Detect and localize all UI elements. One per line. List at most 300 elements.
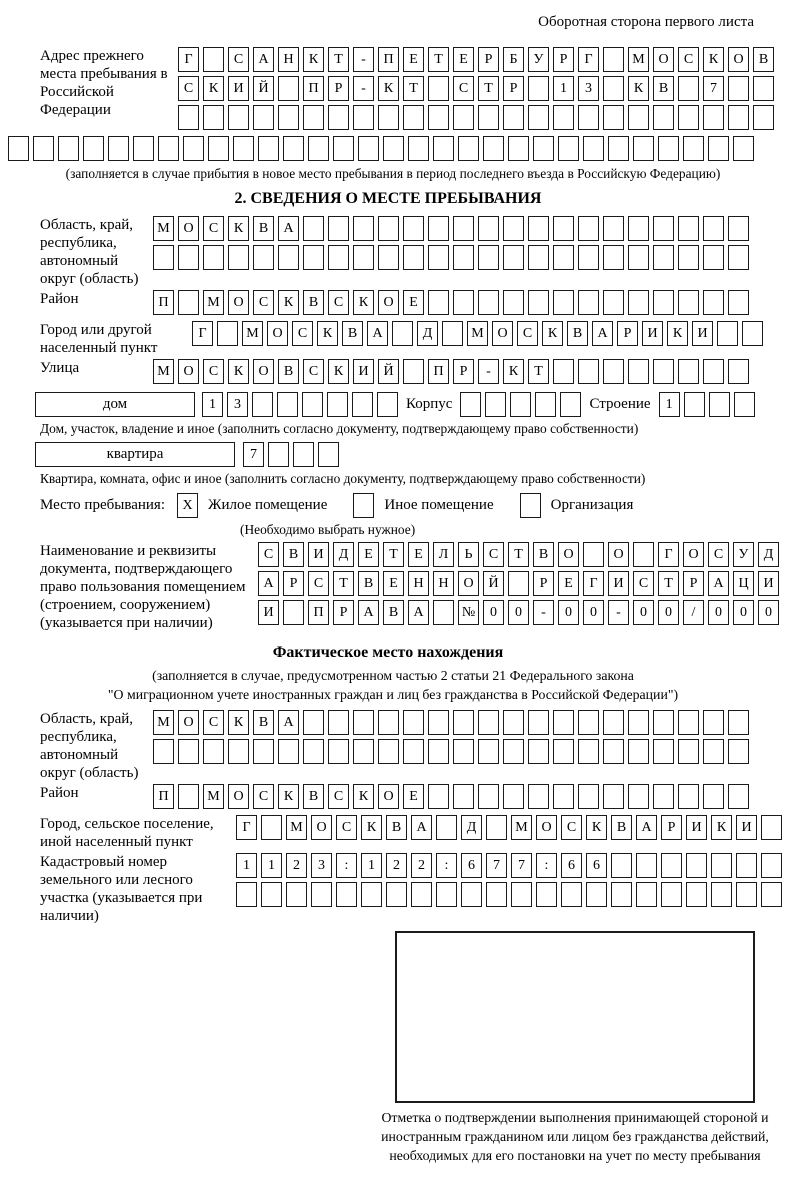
char-cell[interactable]	[703, 105, 724, 130]
char-cell[interactable]: М	[153, 359, 174, 384]
char-cell[interactable]	[528, 784, 549, 809]
char-cell[interactable]: О	[608, 542, 629, 567]
char-cell[interactable]	[761, 853, 782, 878]
char-cell[interactable]: Н	[278, 47, 299, 72]
char-cell[interactable]: -	[478, 359, 499, 384]
char-cell[interactable]: П	[153, 784, 174, 809]
char-cell[interactable]	[583, 136, 604, 161]
char-cell[interactable]	[408, 136, 429, 161]
char-cell[interactable]: Р	[328, 76, 349, 101]
char-cell[interactable]: П	[303, 76, 324, 101]
char-cell[interactable]: М	[467, 321, 488, 346]
char-cell[interactable]: О	[653, 47, 674, 72]
char-cell[interactable]	[553, 290, 574, 315]
char-cell[interactable]	[703, 710, 724, 735]
char-cell[interactable]: 0	[733, 600, 754, 625]
char-cell[interactable]	[653, 245, 674, 270]
char-cell[interactable]	[328, 105, 349, 130]
char-cell[interactable]	[258, 136, 279, 161]
char-cell[interactable]: Й	[253, 76, 274, 101]
char-cell[interactable]	[603, 359, 624, 384]
char-cell[interactable]: М	[203, 290, 224, 315]
char-cell[interactable]	[302, 392, 323, 417]
char-cell[interactable]: В	[383, 600, 404, 625]
char-cell[interactable]: О	[178, 359, 199, 384]
char-cell[interactable]	[278, 245, 299, 270]
char-cell[interactable]	[503, 216, 524, 241]
char-cell[interactable]	[377, 392, 398, 417]
char-cell[interactable]	[736, 853, 757, 878]
char-cell[interactable]: С	[253, 784, 274, 809]
char-cell[interactable]: №	[458, 600, 479, 625]
char-cell[interactable]	[278, 105, 299, 130]
char-cell[interactable]: С	[328, 784, 349, 809]
char-cell[interactable]	[253, 739, 274, 764]
char-cell[interactable]: В	[358, 571, 379, 596]
char-cell[interactable]	[453, 784, 474, 809]
char-cell[interactable]	[703, 359, 724, 384]
char-cell[interactable]: В	[303, 290, 324, 315]
char-cell[interactable]	[653, 710, 674, 735]
char-cell[interactable]	[108, 136, 129, 161]
char-cell[interactable]	[503, 105, 524, 130]
char-cell[interactable]: А	[258, 571, 279, 596]
char-cell[interactable]	[686, 882, 707, 907]
char-cell[interactable]: Е	[383, 571, 404, 596]
char-cell[interactable]: Л	[433, 542, 454, 567]
char-cell[interactable]: К	[353, 784, 374, 809]
char-cell[interactable]: В	[283, 542, 304, 567]
char-cell[interactable]: 7	[703, 76, 724, 101]
char-cell[interactable]: И	[308, 542, 329, 567]
char-cell[interactable]	[353, 216, 374, 241]
char-cell[interactable]	[428, 739, 449, 764]
char-cell[interactable]: В	[611, 815, 632, 840]
char-cell[interactable]	[486, 815, 507, 840]
char-cell[interactable]: М	[242, 321, 263, 346]
char-cell[interactable]: О	[228, 784, 249, 809]
char-cell[interactable]	[728, 290, 749, 315]
char-cell[interactable]	[503, 710, 524, 735]
char-cell[interactable]	[678, 105, 699, 130]
char-cell[interactable]	[453, 739, 474, 764]
char-cell[interactable]	[653, 784, 674, 809]
char-cell[interactable]	[328, 710, 349, 735]
char-cell[interactable]	[386, 882, 407, 907]
char-cell[interactable]	[703, 739, 724, 764]
char-cell[interactable]: Е	[408, 542, 429, 567]
char-cell[interactable]: Е	[403, 47, 424, 72]
char-cell[interactable]: Г	[192, 321, 213, 346]
char-cell[interactable]: О	[378, 784, 399, 809]
char-cell[interactable]: Д	[333, 542, 354, 567]
char-cell[interactable]	[458, 136, 479, 161]
char-cell[interactable]: А	[592, 321, 613, 346]
char-cell[interactable]	[403, 105, 424, 130]
char-cell[interactable]	[678, 245, 699, 270]
char-cell[interactable]	[58, 136, 79, 161]
char-cell[interactable]: Р	[503, 76, 524, 101]
char-cell[interactable]: О	[378, 290, 399, 315]
char-cell[interactable]: К	[353, 290, 374, 315]
char-cell[interactable]	[308, 136, 329, 161]
char-cell[interactable]: А	[253, 47, 274, 72]
char-cell[interactable]: К	[586, 815, 607, 840]
char-cell[interactable]	[628, 105, 649, 130]
char-cell[interactable]	[433, 136, 454, 161]
char-cell[interactable]: Е	[453, 47, 474, 72]
char-cell[interactable]: К	[542, 321, 563, 346]
char-cell[interactable]	[478, 739, 499, 764]
char-cell[interactable]	[586, 882, 607, 907]
char-cell[interactable]: 7	[243, 442, 264, 467]
char-cell[interactable]: С	[258, 542, 279, 567]
char-cell[interactable]	[535, 392, 556, 417]
char-cell[interactable]	[453, 710, 474, 735]
char-cell[interactable]	[603, 105, 624, 130]
char-cell[interactable]	[478, 105, 499, 130]
char-cell[interactable]	[228, 105, 249, 130]
char-cell[interactable]	[653, 216, 674, 241]
char-cell[interactable]	[558, 136, 579, 161]
char-cell[interactable]	[278, 76, 299, 101]
char-cell[interactable]: И	[758, 571, 779, 596]
char-cell[interactable]: Т	[403, 76, 424, 101]
char-cell[interactable]: В	[753, 47, 774, 72]
char-cell[interactable]	[733, 136, 754, 161]
char-cell[interactable]: И	[736, 815, 757, 840]
char-cell[interactable]	[228, 739, 249, 764]
char-cell[interactable]	[203, 245, 224, 270]
char-cell[interactable]: 1	[261, 853, 282, 878]
char-cell[interactable]	[153, 245, 174, 270]
char-cell[interactable]	[678, 739, 699, 764]
char-cell[interactable]: С	[336, 815, 357, 840]
char-cell[interactable]: П	[308, 600, 329, 625]
char-cell[interactable]: :	[436, 853, 457, 878]
char-cell[interactable]: 6	[561, 853, 582, 878]
char-cell[interactable]: Е	[558, 571, 579, 596]
char-cell[interactable]: С	[561, 815, 582, 840]
char-cell[interactable]: А	[278, 216, 299, 241]
char-cell[interactable]: К	[378, 76, 399, 101]
char-cell[interactable]	[553, 784, 574, 809]
char-cell[interactable]	[678, 359, 699, 384]
char-cell[interactable]: 0	[483, 600, 504, 625]
char-cell[interactable]	[358, 136, 379, 161]
char-cell[interactable]: Г	[658, 542, 679, 567]
char-cell[interactable]	[628, 710, 649, 735]
char-cell[interactable]: С	[203, 710, 224, 735]
char-cell[interactable]	[83, 136, 104, 161]
char-cell[interactable]	[453, 290, 474, 315]
char-cell[interactable]	[428, 710, 449, 735]
char-cell[interactable]: 3	[227, 392, 248, 417]
char-cell[interactable]	[361, 882, 382, 907]
char-cell[interactable]	[352, 392, 373, 417]
char-cell[interactable]	[178, 739, 199, 764]
char-cell[interactable]: Е	[403, 290, 424, 315]
char-cell[interactable]	[478, 710, 499, 735]
char-cell[interactable]: Ь	[458, 542, 479, 567]
char-cell[interactable]: С	[178, 76, 199, 101]
char-cell[interactable]	[636, 853, 657, 878]
char-cell[interactable]	[333, 136, 354, 161]
char-cell[interactable]: 6	[586, 853, 607, 878]
char-cell[interactable]	[536, 882, 557, 907]
char-cell[interactable]	[603, 245, 624, 270]
char-cell[interactable]: М	[286, 815, 307, 840]
char-cell[interactable]: К	[278, 290, 299, 315]
char-cell[interactable]	[703, 216, 724, 241]
char-cell[interactable]: И	[686, 815, 707, 840]
char-cell[interactable]	[611, 853, 632, 878]
char-cell[interactable]: Н	[433, 571, 454, 596]
char-cell[interactable]	[633, 136, 654, 161]
char-cell[interactable]	[583, 542, 604, 567]
char-cell[interactable]	[703, 245, 724, 270]
char-cell[interactable]: Д	[461, 815, 482, 840]
char-cell[interactable]	[728, 105, 749, 130]
char-cell[interactable]: 0	[633, 600, 654, 625]
char-cell[interactable]	[578, 105, 599, 130]
char-cell[interactable]	[383, 136, 404, 161]
char-cell[interactable]	[553, 359, 574, 384]
checkbox-residential[interactable]: X	[177, 493, 198, 518]
char-cell[interactable]	[178, 105, 199, 130]
char-cell[interactable]	[753, 76, 774, 101]
char-cell[interactable]	[178, 784, 199, 809]
char-cell[interactable]: К	[228, 359, 249, 384]
char-cell[interactable]	[353, 245, 374, 270]
char-cell[interactable]: К	[228, 216, 249, 241]
char-cell[interactable]	[403, 359, 424, 384]
char-cell[interactable]: М	[153, 710, 174, 735]
char-cell[interactable]	[684, 392, 705, 417]
char-cell[interactable]: С	[253, 290, 274, 315]
char-cell[interactable]	[478, 245, 499, 270]
char-cell[interactable]: Б	[503, 47, 524, 72]
char-cell[interactable]	[303, 710, 324, 735]
char-cell[interactable]: А	[358, 600, 379, 625]
char-cell[interactable]: Й	[483, 571, 504, 596]
char-cell[interactable]: О	[558, 542, 579, 567]
char-cell[interactable]	[728, 784, 749, 809]
char-cell[interactable]	[503, 784, 524, 809]
char-cell[interactable]	[277, 392, 298, 417]
char-cell[interactable]	[678, 216, 699, 241]
char-cell[interactable]	[442, 321, 463, 346]
char-cell[interactable]: В	[342, 321, 363, 346]
char-cell[interactable]: Р	[553, 47, 574, 72]
char-cell[interactable]	[153, 739, 174, 764]
char-cell[interactable]: С	[453, 76, 474, 101]
char-cell[interactable]	[636, 882, 657, 907]
char-cell[interactable]	[603, 784, 624, 809]
char-cell[interactable]: О	[683, 542, 704, 567]
char-cell[interactable]	[236, 882, 257, 907]
char-cell[interactable]	[328, 739, 349, 764]
char-cell[interactable]	[628, 359, 649, 384]
char-cell[interactable]	[353, 105, 374, 130]
char-cell[interactable]: С	[228, 47, 249, 72]
char-cell[interactable]	[703, 784, 724, 809]
char-cell[interactable]	[478, 216, 499, 241]
char-cell[interactable]: 1	[553, 76, 574, 101]
char-cell[interactable]	[483, 136, 504, 161]
char-cell[interactable]: В	[278, 359, 299, 384]
char-cell[interactable]	[761, 815, 782, 840]
char-cell[interactable]	[728, 739, 749, 764]
char-cell[interactable]: О	[178, 216, 199, 241]
char-cell[interactable]	[628, 216, 649, 241]
char-cell[interactable]: М	[628, 47, 649, 72]
char-cell[interactable]	[533, 136, 554, 161]
char-cell[interactable]	[428, 76, 449, 101]
char-cell[interactable]: Т	[658, 571, 679, 596]
char-cell[interactable]	[311, 882, 332, 907]
char-cell[interactable]	[703, 290, 724, 315]
char-cell[interactable]: -	[608, 600, 629, 625]
char-cell[interactable]: К	[228, 710, 249, 735]
char-cell[interactable]	[461, 882, 482, 907]
char-cell[interactable]: :	[336, 853, 357, 878]
char-cell[interactable]: А	[636, 815, 657, 840]
char-cell[interactable]: -	[353, 47, 374, 72]
char-cell[interactable]: К	[203, 76, 224, 101]
char-cell[interactable]	[603, 739, 624, 764]
char-cell[interactable]	[318, 442, 339, 467]
char-cell[interactable]	[261, 815, 282, 840]
char-cell[interactable]	[253, 105, 274, 130]
char-cell[interactable]: М	[153, 216, 174, 241]
char-cell[interactable]: И	[353, 359, 374, 384]
char-cell[interactable]	[403, 245, 424, 270]
char-cell[interactable]: К	[278, 784, 299, 809]
char-cell[interactable]	[453, 216, 474, 241]
char-cell[interactable]	[653, 105, 674, 130]
char-cell[interactable]	[633, 542, 654, 567]
char-cell[interactable]: 2	[386, 853, 407, 878]
char-cell[interactable]	[560, 392, 581, 417]
char-cell[interactable]	[653, 359, 674, 384]
char-cell[interactable]	[603, 216, 624, 241]
char-cell[interactable]: С	[303, 359, 324, 384]
char-cell[interactable]: К	[303, 47, 324, 72]
char-cell[interactable]: В	[567, 321, 588, 346]
char-cell[interactable]: Т	[508, 542, 529, 567]
checkbox-organization[interactable]	[520, 493, 541, 518]
char-cell[interactable]	[628, 290, 649, 315]
char-cell[interactable]	[528, 290, 549, 315]
char-cell[interactable]: К	[703, 47, 724, 72]
char-cell[interactable]	[378, 245, 399, 270]
char-cell[interactable]: О	[228, 290, 249, 315]
char-cell[interactable]	[283, 136, 304, 161]
char-cell[interactable]: 2	[411, 853, 432, 878]
char-cell[interactable]: Т	[528, 359, 549, 384]
char-cell[interactable]	[678, 784, 699, 809]
char-cell[interactable]	[578, 784, 599, 809]
char-cell[interactable]	[683, 136, 704, 161]
char-cell[interactable]	[553, 216, 574, 241]
char-cell[interactable]	[678, 290, 699, 315]
char-cell[interactable]: 0	[708, 600, 729, 625]
char-cell[interactable]	[436, 882, 457, 907]
char-cell[interactable]: 3	[578, 76, 599, 101]
char-cell[interactable]: В	[533, 542, 554, 567]
char-cell[interactable]: С	[308, 571, 329, 596]
char-cell[interactable]: О	[178, 710, 199, 735]
char-cell[interactable]: Р	[533, 571, 554, 596]
char-cell[interactable]	[327, 392, 348, 417]
char-cell[interactable]: В	[253, 710, 274, 735]
char-cell[interactable]	[178, 245, 199, 270]
char-cell[interactable]	[603, 290, 624, 315]
char-cell[interactable]	[428, 216, 449, 241]
char-cell[interactable]	[460, 392, 481, 417]
char-cell[interactable]	[33, 136, 54, 161]
char-cell[interactable]	[528, 76, 549, 101]
char-cell[interactable]	[528, 245, 549, 270]
char-cell[interactable]	[403, 739, 424, 764]
char-cell[interactable]: Г	[578, 47, 599, 72]
char-cell[interactable]: Р	[617, 321, 638, 346]
char-cell[interactable]	[553, 245, 574, 270]
char-cell[interactable]	[728, 76, 749, 101]
char-cell[interactable]: О	[311, 815, 332, 840]
char-cell[interactable]	[603, 47, 624, 72]
char-cell[interactable]	[653, 739, 674, 764]
char-cell[interactable]	[661, 882, 682, 907]
char-cell[interactable]	[528, 105, 549, 130]
char-cell[interactable]: Т	[478, 76, 499, 101]
char-cell[interactable]: К	[711, 815, 732, 840]
char-cell[interactable]	[711, 882, 732, 907]
char-cell[interactable]	[428, 105, 449, 130]
char-cell[interactable]: 1	[236, 853, 257, 878]
char-cell[interactable]	[453, 245, 474, 270]
char-cell[interactable]: 2	[286, 853, 307, 878]
char-cell[interactable]: Р	[453, 359, 474, 384]
char-cell[interactable]	[436, 815, 457, 840]
char-cell[interactable]	[378, 739, 399, 764]
char-cell[interactable]	[578, 245, 599, 270]
char-cell[interactable]: 0	[658, 600, 679, 625]
char-cell[interactable]: Г	[178, 47, 199, 72]
char-cell[interactable]	[511, 882, 532, 907]
char-cell[interactable]: Ц	[733, 571, 754, 596]
char-cell[interactable]	[678, 710, 699, 735]
char-cell[interactable]	[508, 136, 529, 161]
char-cell[interactable]: К	[361, 815, 382, 840]
char-cell[interactable]: О	[458, 571, 479, 596]
char-cell[interactable]: Р	[283, 571, 304, 596]
char-cell[interactable]	[433, 600, 454, 625]
char-cell[interactable]: К	[503, 359, 524, 384]
char-cell[interactable]	[8, 136, 29, 161]
char-cell[interactable]: В	[386, 815, 407, 840]
char-cell[interactable]	[686, 853, 707, 878]
char-cell[interactable]: М	[203, 784, 224, 809]
char-cell[interactable]: И	[692, 321, 713, 346]
char-cell[interactable]	[252, 392, 273, 417]
char-cell[interactable]: 7	[511, 853, 532, 878]
char-cell[interactable]	[628, 784, 649, 809]
char-cell[interactable]: В	[253, 216, 274, 241]
char-cell[interactable]	[203, 105, 224, 130]
char-cell[interactable]	[233, 136, 254, 161]
